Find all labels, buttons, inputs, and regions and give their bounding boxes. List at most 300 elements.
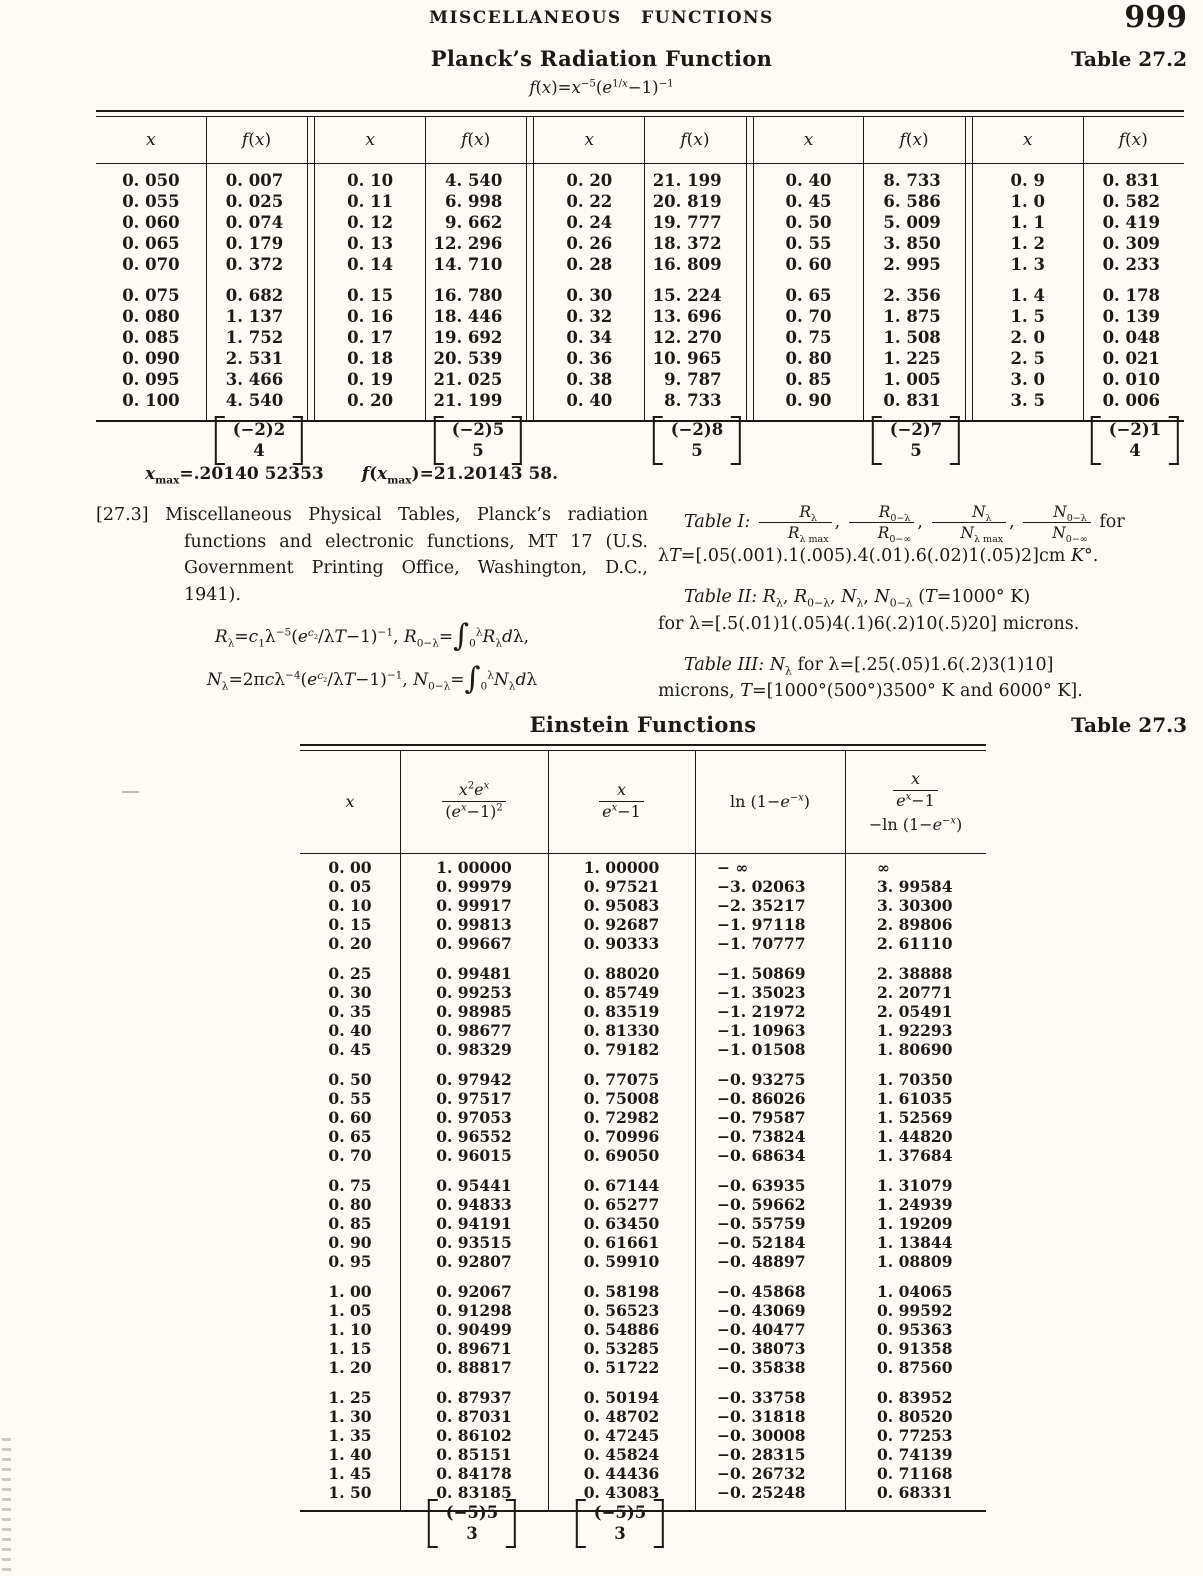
value-cell: 0. 86102 (436, 1425, 512, 1445)
value-cell: 1. 13844 (877, 1232, 953, 1252)
header-x: x (345, 792, 355, 811)
column-header-x: x (365, 129, 375, 150)
table-row (754, 348, 965, 369)
value-cell: 0. 67144 (583, 1175, 660, 1195)
fx-cell: 21. 025 (433, 369, 503, 389)
table-row (96, 369, 307, 390)
x-cell: 0. 055 (122, 191, 180, 211)
x-cell: 0. 085 (122, 327, 180, 347)
table-row (315, 390, 526, 411)
table-row (96, 233, 307, 254)
column-header-fx: f(x) (1118, 129, 1148, 150)
precision-bracket (434, 416, 522, 465)
x-cell: 1. 4 (1010, 285, 1045, 305)
column-header-x: x (803, 129, 814, 150)
value-cell: −0. 26732 (717, 1463, 806, 1483)
x-cell: 0. 15 (347, 285, 394, 305)
planck-pair-header (96, 117, 307, 163)
value-cell: 0. 83185 (436, 1482, 512, 1502)
value-cell: −0. 59662 (717, 1194, 806, 1214)
x-cell: 0. 13 (347, 233, 394, 253)
text-section (96, 502, 1189, 719)
planck-pair-header (315, 117, 526, 163)
bracket-left (215, 416, 225, 465)
bracket-left (1091, 416, 1101, 465)
fx-cell: 10. 965 (652, 348, 722, 368)
fx-cell: 0. 007 (225, 170, 284, 190)
value-cell: −0. 63935 (717, 1175, 806, 1195)
value-cell: −0. 25248 (717, 1482, 806, 1502)
fx-cell: 4. 540 (225, 390, 284, 410)
table-row (300, 1320, 986, 1339)
value-cell: 1. 31079 (877, 1175, 953, 1195)
x-cell: 0. 32 (566, 306, 613, 326)
value-cell: 0. 91298 (436, 1300, 512, 1320)
value-cell: 1. 19209 (877, 1213, 953, 1233)
value-cell: 0. 99979 (436, 876, 512, 896)
fx-cell: 0. 831 (883, 390, 941, 410)
value-cell: 0. 98329 (436, 1039, 512, 1059)
x-cell: 0. 095 (122, 369, 180, 389)
row-group (973, 170, 1184, 275)
value-cell: 0. 53285 (583, 1338, 660, 1358)
value-cell: −1. 01508 (717, 1039, 806, 1059)
x-cell: 1. 40 (328, 1444, 372, 1464)
planck-radiation-table (96, 110, 1184, 422)
table-row (754, 327, 965, 348)
fx-cell: 12. 270 (652, 327, 722, 347)
bracket-top-value: (−2)7 (889, 420, 943, 439)
value-cell: 0. 97521 (583, 876, 660, 896)
bracket-left (872, 416, 882, 465)
table-row (973, 369, 1184, 390)
x-cell: 0. 50 (328, 1069, 372, 1089)
value-cell: 2. 38888 (877, 963, 953, 983)
x-cell: 0. 18 (347, 348, 394, 368)
x-cell: 0. 17 (347, 327, 394, 347)
precision-bracket (872, 416, 960, 465)
value-cell: −0. 43069 (717, 1300, 806, 1320)
table-row (315, 254, 526, 275)
bracket-top-value: (−2)2 (232, 420, 286, 439)
x-cell: 0. 55 (785, 233, 832, 253)
x-cell: 1. 35 (328, 1425, 372, 1445)
x-cell: 0. 16 (347, 306, 394, 326)
value-cell: 0. 94191 (436, 1213, 512, 1233)
fx-cell: 3. 850 (883, 233, 941, 253)
x-cell: 0. 080 (122, 306, 180, 326)
x-cell: 0. 065 (122, 233, 180, 253)
value-cell: 0. 91358 (877, 1338, 953, 1358)
fx-cell: 8. 733 (883, 170, 941, 190)
xmax-annotation (145, 464, 559, 487)
fx-cell: 4. 540 (444, 170, 503, 190)
precision-bracket (428, 1499, 516, 1548)
bracket-content (438, 1499, 506, 1548)
value-cell: −2. 35217 (717, 895, 806, 915)
x-cell: 0. 20 (347, 390, 394, 410)
value-cell: 0. 87031 (436, 1406, 512, 1426)
table-row (300, 1388, 986, 1407)
x-cell: 1. 5 (1010, 306, 1045, 326)
fx-cell: 9. 787 (664, 369, 722, 389)
table-row (973, 233, 1184, 254)
value-cell: 0. 85151 (436, 1444, 512, 1464)
x-cell: 0. 10 (328, 895, 372, 915)
table-row (534, 170, 745, 191)
column-rule (400, 751, 401, 1510)
table-row (300, 858, 986, 877)
header-combined: $\frac{x}{e^x-1}$ −ln $(1-e^{-x})$ (868, 769, 963, 834)
header-rule (300, 853, 986, 854)
value-cell: 1. 04065 (877, 1281, 953, 1301)
value-cell: 0. 97517 (436, 1088, 512, 1108)
value-cell: 0. 97942 (436, 1069, 512, 1089)
table-row (300, 1426, 986, 1445)
value-cell: 0. 98985 (436, 1001, 512, 1021)
value-cell: 0. 83952 (877, 1387, 953, 1407)
bracket-top-value: (−2)8 (670, 420, 724, 439)
bracket-top-value: (−5)5 (445, 1503, 499, 1522)
radiance-formula: $R_\lambda=c_1\lambda^{-5}(e^{c_2}/\lambda T-1)^{-1}$, $R_{0-\lambda}=\int_0^\lambda R_\lambda d\lambda$, (214, 619, 530, 655)
fx-cell: 21. 199 (433, 390, 503, 410)
value-cell: 0. 50194 (583, 1387, 660, 1407)
x-cell: 0. 70 (785, 306, 832, 326)
table-2-description: Table II: $R_\lambda$, $R_{0-\lambda}$, $N_\lambda$, $N_{0-\lambda}$ (T=1000° K) for λ=[.5(.01)1(.05)4(.1)6(.2)10(.5)20] microns. (658, 587, 1080, 634)
value-cell: − ∞ (717, 857, 749, 877)
bracket-bottom-value: 3 (614, 1524, 626, 1544)
x-cell: 0. 10 (347, 170, 394, 190)
value-cell: 1. 00000 (583, 857, 660, 877)
value-cell: 1. 80690 (877, 1039, 953, 1059)
value-cell: 0. 65277 (583, 1194, 660, 1214)
side-tables-column (648, 502, 1189, 719)
x-cell: 0. 20 (566, 170, 613, 190)
value-cell: −1. 50869 (717, 963, 806, 983)
table-row (300, 1108, 986, 1127)
x-cell: 1. 05 (328, 1300, 372, 1320)
table-row (96, 212, 307, 233)
value-cell: 1. 61035 (877, 1088, 953, 1108)
x-cell: 0. 90 (328, 1232, 372, 1252)
value-cell: 2. 05491 (877, 1001, 953, 1021)
planck-column-pair (534, 117, 745, 420)
value-cell: 0. 88817 (436, 1357, 512, 1377)
value-cell: 0. 43083 (583, 1482, 660, 1502)
column-header-fx: f(x) (899, 129, 929, 150)
value-cell: 0. 87937 (436, 1387, 512, 1407)
value-cell: 0. 99253 (436, 982, 512, 1002)
value-cell: 2. 20771 (877, 982, 953, 1002)
fx-cell: 1. 752 (225, 327, 284, 347)
bracket-content (225, 416, 293, 465)
table-row (534, 191, 745, 212)
table-row (300, 934, 986, 953)
fx-cell: 13. 696 (652, 306, 722, 326)
fx-cell: 0. 139 (1102, 306, 1160, 326)
einstein-precision-brackets (0, 1499, 1203, 1561)
table-row (96, 254, 307, 275)
header-ln: $\ln (1-e^{-x})$ (730, 792, 810, 811)
bracket-right (1169, 416, 1179, 465)
bracket-left (576, 1499, 586, 1548)
fx-cell: 9. 662 (444, 212, 503, 232)
x-cell: 0. 19 (347, 369, 394, 389)
value-cell: 1. 37684 (877, 1145, 953, 1165)
value-cell: 0. 77075 (583, 1069, 660, 1089)
value-cell: 2. 89806 (877, 914, 953, 934)
header-x2ex: $\frac{x^2e^x}{(e^x-1)^2}$ (400, 780, 548, 823)
x-cell: 0. 060 (122, 212, 180, 232)
x-cell: 1. 00 (328, 1281, 372, 1301)
table-row (754, 212, 965, 233)
fx-cell: 1. 508 (883, 327, 941, 347)
row-group (315, 285, 526, 411)
fx-cell: 3. 466 (225, 369, 284, 389)
table-row (300, 964, 986, 983)
value-cell: −0. 28315 (717, 1444, 806, 1464)
value-cell: 2. 61110 (877, 933, 953, 953)
fx-cell: 2. 995 (883, 254, 941, 274)
einstein-table-grid (300, 751, 986, 1510)
value-cell: 0. 96552 (436, 1126, 512, 1146)
fx-cell: 16. 809 (652, 254, 722, 274)
x-cell: 0. 40 (785, 170, 832, 190)
column-header-fx: f(x) (241, 129, 272, 150)
value-cell: 0. 87560 (877, 1357, 953, 1377)
table-row (973, 327, 1184, 348)
value-cell: 0. 69050 (583, 1145, 660, 1165)
value-cell: 0. 63450 (583, 1213, 660, 1233)
table-row (973, 390, 1184, 411)
table-row (315, 306, 526, 327)
x-cell: 0. 80 (328, 1194, 372, 1214)
row-group (534, 285, 745, 411)
row-group (754, 285, 965, 411)
fx-cell: 0. 309 (1102, 233, 1160, 253)
fx-cell: 5. 009 (883, 212, 941, 232)
value-cell: 0. 56523 (583, 1300, 660, 1320)
value-cell: −0. 31818 (717, 1406, 806, 1426)
fx-cell: 0. 582 (1102, 191, 1160, 211)
value-cell: 1. 44820 (877, 1126, 953, 1146)
running-head: MISCELLANEOUS FUNCTIONS (429, 8, 774, 28)
value-cell: −1. 35023 (717, 982, 806, 1002)
value-cell: −0. 86026 (717, 1088, 806, 1108)
table-row (973, 306, 1184, 327)
value-cell: 0. 84178 (436, 1463, 512, 1483)
bracket-right (512, 416, 522, 465)
x-cell: 0. 75 (328, 1175, 372, 1195)
table-row (300, 1089, 986, 1108)
fx-cell: 0. 372 (225, 254, 284, 274)
value-cell: 0. 68331 (877, 1482, 953, 1502)
row-group (300, 858, 986, 953)
einstein-header-row (300, 751, 986, 853)
table-row (96, 170, 307, 191)
reference-number: [27.3] (96, 505, 149, 525)
fx-cell: 19. 777 (652, 212, 722, 232)
table-row (315, 327, 526, 348)
x-cell: 3. 5 (1010, 390, 1045, 410)
fx-cell: 0. 048 (1102, 327, 1160, 347)
value-cell: −1. 70777 (717, 933, 806, 953)
table-row (754, 254, 965, 275)
value-cell: 0. 47245 (583, 1425, 660, 1445)
bracket-content (663, 416, 731, 465)
value-cell: 1. 52569 (877, 1107, 953, 1127)
bracket-bottom-value: 4 (1129, 441, 1141, 461)
fx-cell: 21. 199 (652, 170, 722, 190)
table-row (300, 1301, 986, 1320)
value-cell: 0. 89671 (436, 1338, 512, 1358)
table-row (973, 254, 1184, 275)
x-cell: 1. 50 (328, 1482, 372, 1502)
x-cell: 1. 0 (1010, 191, 1045, 211)
table-row (96, 285, 307, 306)
value-cell: 0. 93515 (436, 1232, 512, 1252)
table-row (973, 348, 1184, 369)
x-cell: 0. 35 (328, 1001, 372, 1021)
x-cell: 0. 050 (122, 170, 180, 190)
value-cell: 0. 94833 (436, 1194, 512, 1214)
x-cell: 0. 50 (785, 212, 832, 232)
table-row (315, 348, 526, 369)
table-row (315, 285, 526, 306)
value-cell: −0. 33758 (717, 1387, 806, 1407)
table-row (534, 233, 745, 254)
value-cell: 0. 74139 (877, 1444, 953, 1464)
planck-section-title: Planck’s Radiation Function (430, 46, 773, 71)
fx-cell: 1. 005 (883, 369, 941, 389)
fx-cell: 15. 224 (652, 285, 722, 305)
table-row (300, 1176, 986, 1195)
table-row (300, 1070, 986, 1089)
x-cell: 0. 40 (328, 1020, 372, 1040)
bracket-bottom-value: 5 (691, 441, 703, 461)
value-cell: 0. 48702 (583, 1406, 660, 1426)
planck-table-body (96, 117, 1184, 420)
table-row (300, 1464, 986, 1483)
planck-pair-header (534, 117, 745, 163)
value-cell: 0. 80520 (877, 1406, 953, 1426)
value-cell: 0. 45824 (583, 1444, 660, 1464)
table-row (315, 170, 526, 191)
bracket-content (444, 416, 512, 465)
table-row (534, 212, 745, 233)
bracket-right (293, 416, 303, 465)
value-cell: 0. 98677 (436, 1020, 512, 1040)
table-row (534, 327, 745, 348)
fx-cell: 0. 021 (1102, 348, 1160, 368)
table-row (300, 1339, 986, 1358)
row-group (300, 964, 986, 1059)
fx-cell: 14. 710 (433, 254, 503, 274)
x-cell: 1. 3 (1010, 254, 1045, 274)
value-cell: 0. 95441 (436, 1175, 512, 1195)
precision-bracket (215, 416, 303, 465)
bracket-left (653, 416, 663, 465)
planck-pair-header (754, 117, 965, 163)
table-row (973, 191, 1184, 212)
x-cell: 1. 25 (328, 1387, 372, 1407)
precision-bracket (576, 1499, 664, 1548)
fx-cell: 16. 780 (433, 285, 503, 305)
fx-cell: 19. 692 (433, 327, 503, 347)
x-cell: 0. 70 (328, 1145, 372, 1165)
planck-pair-header (973, 117, 1184, 163)
x-cell: 1. 15 (328, 1338, 372, 1358)
table-row (96, 306, 307, 327)
value-cell: 0. 81330 (583, 1020, 660, 1040)
table-row (300, 915, 986, 934)
value-cell: 0. 79182 (583, 1039, 660, 1059)
value-cell: −0. 55759 (717, 1213, 806, 1233)
x-cell: 0. 80 (785, 348, 832, 368)
fx-cell: 0. 074 (225, 212, 284, 232)
table-row (96, 327, 307, 348)
einstein-table-rows (300, 853, 986, 1510)
table-row (300, 1282, 986, 1301)
value-cell: ∞ (877, 857, 890, 877)
table-row (754, 306, 965, 327)
x-cell: 0. 34 (566, 327, 613, 347)
reference-column (96, 502, 648, 719)
table-row (300, 1445, 986, 1464)
x-cell: 0. 60 (328, 1107, 372, 1127)
xmax-value: $x_{max}=.20140$ 52353 (145, 464, 324, 487)
column-rule (695, 751, 696, 1510)
bracket-right (506, 1499, 516, 1548)
row-group (315, 170, 526, 275)
row-group (300, 1070, 986, 1165)
scan-artifact (2, 1438, 11, 1572)
table-row (300, 1358, 986, 1377)
x-cell: 0. 38 (566, 369, 613, 389)
value-cell: 0. 99813 (436, 914, 512, 934)
bracket-content (882, 416, 950, 465)
table-row (300, 1214, 986, 1233)
row-group (300, 1282, 986, 1377)
bracket-bottom-value: 5 (472, 441, 484, 461)
row-group (973, 285, 1184, 411)
table-row (754, 170, 965, 191)
value-cell: −0. 68634 (717, 1145, 806, 1165)
fx-cell: 0. 682 (225, 285, 284, 305)
value-cell: 0. 72982 (583, 1107, 660, 1127)
precision-bracket (1091, 416, 1179, 465)
x-cell: 0. 45 (785, 191, 832, 211)
value-cell: 0. 54886 (583, 1319, 660, 1339)
x-cell: 1. 10 (328, 1319, 372, 1339)
value-cell: 0. 92067 (436, 1281, 512, 1301)
table-row (315, 233, 526, 254)
bracket-top-value: (−2)1 (1108, 420, 1162, 439)
planck-column-pair (973, 117, 1184, 420)
bracket-top-value: (−5)5 (593, 1503, 647, 1522)
x-cell: 0. 40 (566, 390, 613, 410)
planck-table-label: Table 27.2 (1071, 47, 1187, 71)
column-header-fx: f(x) (680, 129, 710, 150)
value-cell: 1. 92293 (877, 1020, 953, 1040)
value-cell: 0. 99667 (436, 933, 512, 953)
table-row (534, 306, 745, 327)
table-row (754, 285, 965, 306)
row-group (754, 170, 965, 275)
x-cell: 0. 26 (566, 233, 613, 253)
page-number: 999 (1124, 0, 1187, 35)
value-cell: 0. 51722 (583, 1357, 660, 1377)
